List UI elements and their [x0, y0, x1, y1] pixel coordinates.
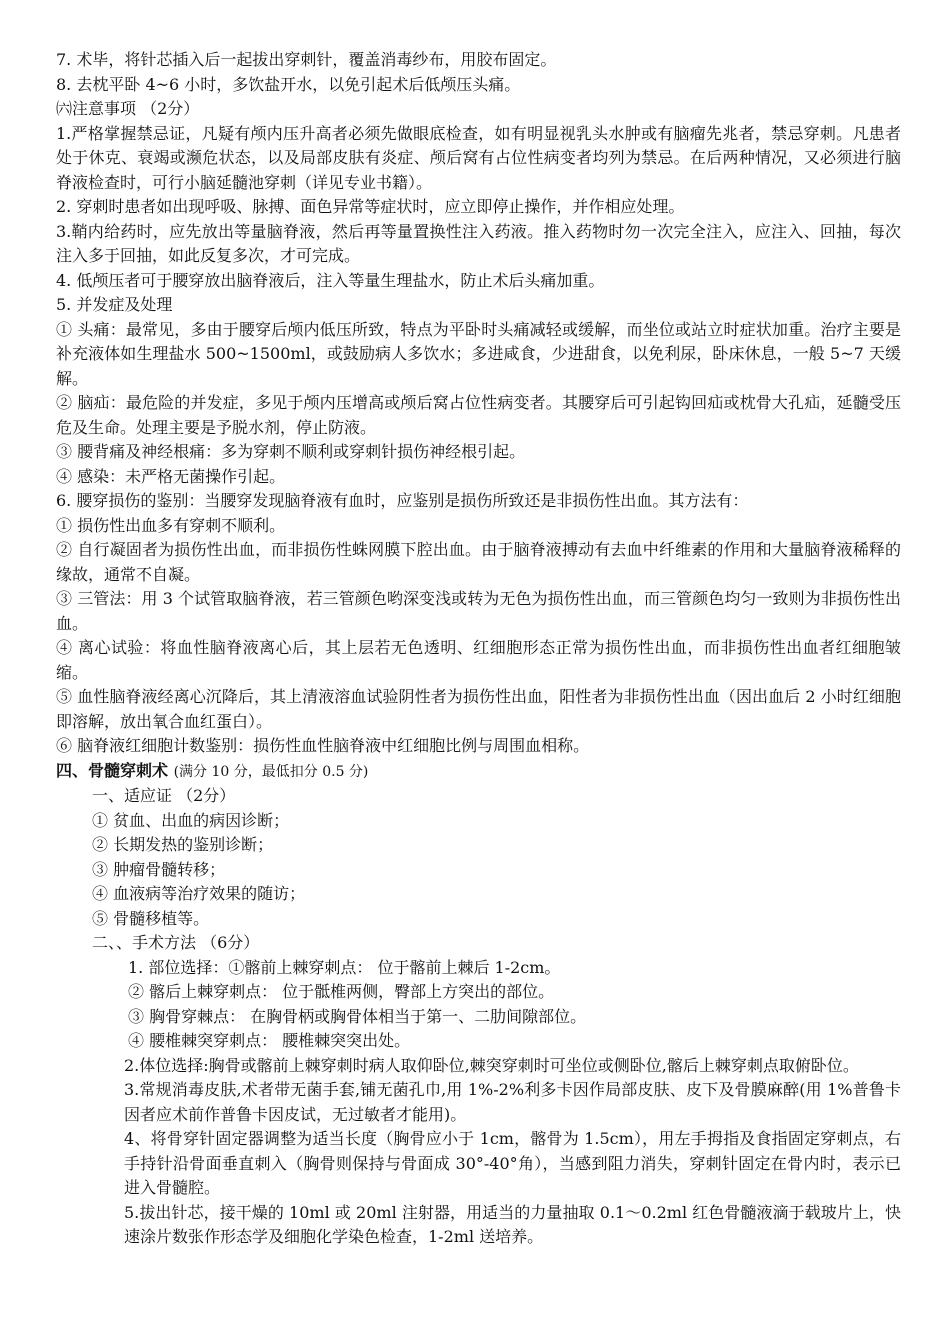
list-item: ③ 胸骨穿棘点： 在胸骨柄或胸骨体相当于第一、二肋间隙部位。: [128, 1006, 587, 1026]
paragraph: 6. 腰穿损伤的鉴别：当腰穿发现脑脊液有血时，应鉴别是损伤所致还是非损伤性出血。其方法有：: [56, 491, 749, 510]
paragraph: 3.鞘内给药时，应先放出等量脑脊液，然后再等量置换性注入药液。推入药物时勿一次完全注入，应注入、回抽，每次注入多于回抽，如此反复多次，才可完成。: [56, 221, 901, 265]
list-item: ④ 腰椎棘突穿刺点： 腰椎棘突突出处。: [128, 1031, 411, 1050]
paragraph: ④ 离心试验：将血性脑脊液离心后，其上层若无色透明、红细胞形态正常为损伤性出血，而非损伤性出血者红细胞皱缩。: [56, 638, 901, 682]
paragraph: ② 脑疝：最危险的并发症，多见于颅内压增高或颅后窝占位性病变者。其腰穿后可引起钩回疝或枕骨大孔疝，延髓受压危及生命。处理主要是予脱水剂，停止防液。: [56, 393, 901, 437]
paragraph: 5.拔出针芯，接干燥的 10ml 或 20ml 注射器，用适当的力量抽取 0.1～0.2ml 红色骨髓液滴于载玻片上，快速涂片数张作形态学及细胞化学染色检查，1-2ml 送培养。: [124, 1202, 901, 1246]
paragraph: ④ 感染：未严格无菌操作引起。: [56, 466, 286, 486]
method-heading: 二、、手术方法 （6分）: [92, 933, 260, 952]
paragraph: 2.体位选择:胸骨或髂前上棘穿刺时病人取仰卧位,棘突穿刺时可坐位或侧卧位,髂后上棘穿刺点取俯卧位。: [124, 1055, 859, 1075]
list-item: ③ 肿瘤骨髓转移；: [92, 859, 226, 879]
paragraph: 2. 穿刺时患者如出现呼吸、脉搏、面色异常等症状时，应立即停止操作，并作相应处理。: [56, 197, 685, 216]
paragraph: ⑥ 脑脊液红细胞计数鉴别：损伤性血性脑脊液中红细胞比例与周围血相称。: [56, 736, 590, 755]
list-item: ⑤ 骨髓移植等。: [92, 908, 210, 928]
document-page: [56, 48, 901, 1250]
paragraph: ① 头痛：最常见，多由于腰穿后颅内低压所致，特点为平卧时头痛减轻或缓解，而坐位或站立时症状加重。治疗主要是补充液体如生理盐水 500~1500ml，或鼓励病人多饮水；多进咸食，少进甜食，以免利尿，卧床休息，一般 5~7 天缓解。: [56, 319, 901, 388]
list-item: 1. 部位选择：①髂前上棘穿刺点： 位于髂前上棘后 1-2cm。: [128, 957, 561, 977]
indications-heading: 一、适应证 （2分）: [92, 786, 236, 805]
subsection-heading: ㈥注意事项 （2分）: [56, 99, 200, 118]
paragraph: 1.严格掌握禁忌证，凡疑有颅内压升高者必须先做眼底检查，如有明显视乳头水肿或有脑瘤先兆者，禁忌穿刺。凡患者处于休克、衰竭或濒危状态，以及局部皮肤有炎症、颅后窝有占位性病变者均列为禁忌。在后两种情况，又必须进行脑脊液检查时，可行小脑延髓池穿刺（详见专业书籍）。: [56, 123, 901, 192]
list-item: ② 髂后上棘穿刺点： 位于骶椎两侧，臀部上方突出的部位。: [128, 982, 555, 1001]
paragraph: ③ 腰背痛及神经根痛：多为穿刺不顺利或穿刺针损伤神经根引起。: [56, 442, 526, 461]
section-score-note: (满分 10 分，最低扣分 0.5 分): [173, 763, 369, 780]
paragraph: ② 自行凝固者为损伤性出血，而非损伤性蛛网膜下腔出血。由于脑脊液搏动有去血中纤维素的作用和大量脑脊液稀释的缘故，通常不自凝。: [56, 540, 901, 584]
paragraph: ⑤ 血性脑脊液经离心沉降后，其上清液溶血试验阴性者为损伤性出血，阳性者为非损伤性出血（因出血后 2 小时红细胞即溶解，放出氧合血红蛋白）。: [56, 687, 901, 731]
list-item: ① 贫血、出血的病因诊断；: [92, 810, 290, 830]
paragraph: 5. 并发症及处理: [56, 295, 173, 314]
paragraph: 8. 去枕平卧 4~6 小时，多饮盐开水，以免引起术后低颅压头痛。: [56, 74, 521, 94]
list-item: ② 长期发热的鉴别诊断；: [92, 835, 274, 854]
paragraph: 3.常规消毒皮肤,术者带无菌手套,铺无菌孔巾,用 1%-2%利多卡因作局部皮肤、皮下及骨膜麻醉(用 1%普鲁卡因者应术前作普鲁卡因皮试，无过敏者才能用)。: [124, 1080, 901, 1124]
section-title: 四、骨髓穿刺术: [56, 760, 169, 780]
paragraph: ① 损伤性出血多有穿刺不顺利。: [56, 515, 286, 535]
section-heading: [56, 759, 901, 785]
paragraph: 4、将骨穿针固定器调整为适当长度（胸骨应小于 1cm，髂骨为 1.5cm），用左手拇指及食指固定穿刺点，右手持针沿骨面垂直刺入（胸骨则保持与骨面成 30°-40°角），当感到阻力消失，穿刺针固定在骨内时，表示已进入骨髓腔。: [124, 1129, 901, 1197]
paragraph: ③ 三管法：用 3 个试管取脑脊液，若三管颜色哟深变浅或转为无色为损伤性出血，而三管颜色均匀一致则为非损伤性出血。: [56, 589, 901, 633]
paragraph: 7. 术毕，将针芯插入后一起拔出穿刺针，覆盖消毒纱布，用胶布固定。: [56, 50, 557, 69]
paragraph: 4. 低颅压者可于腰穿放出脑脊液后，注入等量生理盐水，防止术后头痛加重。: [56, 270, 605, 290]
list-item: ④ 血液病等治疗效果的随访；: [92, 884, 306, 903]
